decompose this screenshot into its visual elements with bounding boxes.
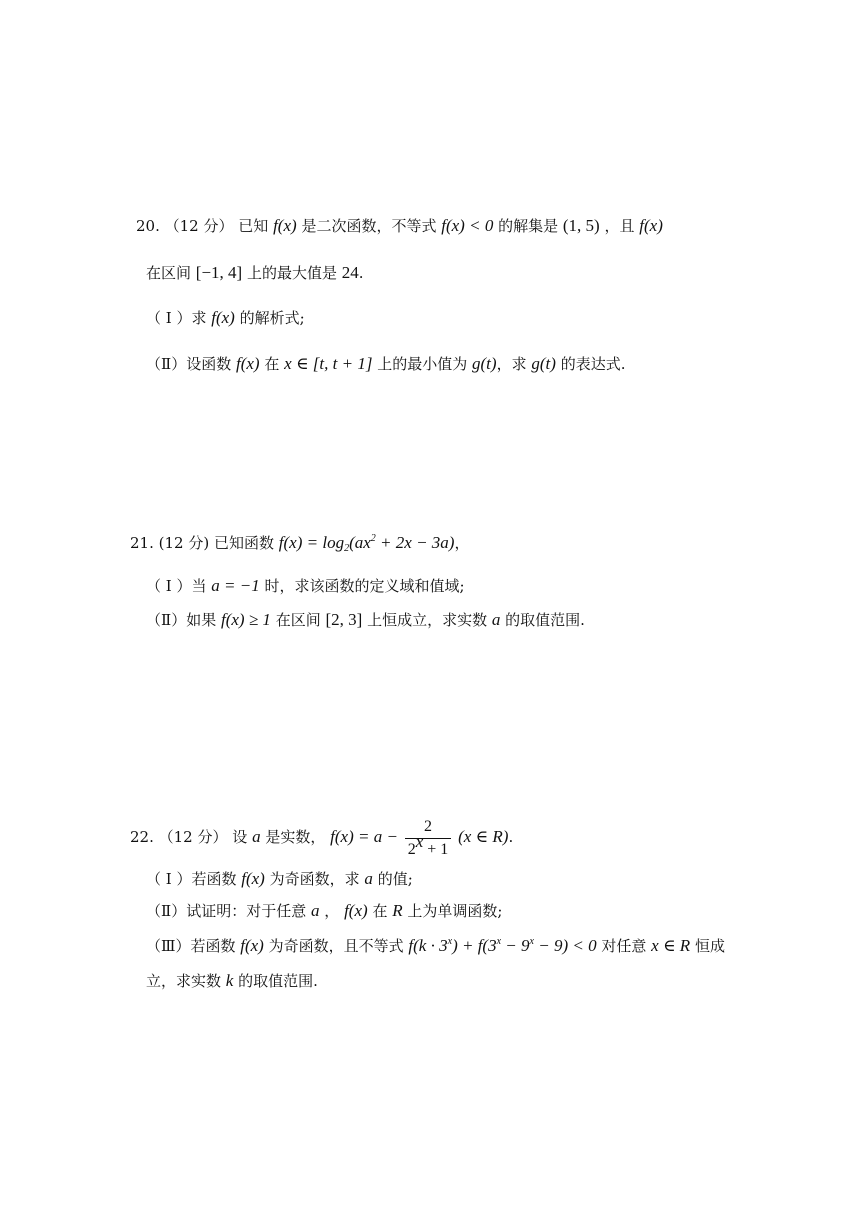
- math-expr: f(x): [235, 354, 260, 373]
- math-expr: (x ∈ R): [458, 827, 509, 846]
- question-20-part1: （ I ）求 f(x) 的解析式;: [146, 308, 305, 327]
- math-expr: k: [225, 971, 234, 990]
- math-expr: x ∈ [t, t + 1]: [284, 354, 373, 373]
- math-expr: g(t): [531, 354, 556, 373]
- math-expr: f(x): [241, 869, 265, 888]
- math-expr: (1, 5): [562, 216, 600, 235]
- fraction: $\frac{2}{2^x + 1}$: [405, 816, 452, 861]
- question-22-part2: （Ⅱ）试证明：对于任意 a ， f(x) 在 R 上为单调函数;: [146, 901, 503, 920]
- question-number: 21.: [130, 534, 154, 552]
- math-expr: f(x) < 0: [441, 216, 494, 235]
- math-expr: R: [392, 901, 403, 920]
- question-20-stem: 20. （12 分） 已知 f(x) 是二次函数，不等式 f(x) < 0 的解集是 (1, 5) ，且 f(x): [136, 216, 663, 235]
- math-expr: [2, 3]: [325, 610, 363, 629]
- math-expr: f(x): [639, 216, 663, 235]
- question-number: 22.: [130, 828, 154, 846]
- question-points: (12 分): [158, 534, 210, 552]
- question-points: （12 分）: [158, 828, 228, 846]
- question-20-part2: （Ⅱ）设函数 f(x) 在 x ∈ [t, t + 1] 上的最小值为 g(t)，求 g(t) 的表达式.: [146, 354, 626, 373]
- question-21-part1: （ I ）当 a = −1 时，求该函数的定义域和值域;: [146, 576, 465, 595]
- question-20-line2: 在区间 [−1, 4] 上的最大值是 24.: [146, 263, 364, 282]
- math-expr: a: [491, 610, 501, 629]
- math-expr: 24: [341, 263, 359, 282]
- math-expr: a = −1: [211, 576, 260, 595]
- math-expr: [−1, 4]: [195, 263, 243, 282]
- question-22-part3: （Ⅲ）若函数 f(x) 为奇函数，且不等式 $f(k \cdot 3^x) + f(3^x - 9^x - 9) < 0$ 对任意 x ∈ R 恒成: [146, 936, 725, 955]
- math-expr: f(x) ≥ 1: [220, 610, 271, 629]
- math-expr: f(x): [344, 901, 368, 920]
- math-expr: f(x): [211, 308, 235, 327]
- math-expr: a: [252, 827, 261, 846]
- math-expr: $f(x) = \log_2(ax^2 + 2x - 3a)$: [278, 533, 455, 554]
- math-expr: f(x) = a −: [330, 827, 398, 846]
- math-expr: g(t): [472, 354, 497, 373]
- math-expr: a: [364, 869, 373, 888]
- math-expr: f(x): [240, 936, 264, 955]
- question-number: 20.: [136, 217, 160, 235]
- math-expr: $f(k \cdot 3^x) + f(3^x - 9^x - 9) < 0$: [408, 936, 597, 955]
- math-expr: a: [310, 901, 320, 920]
- question-21-part2: （Ⅱ）如果 f(x) ≥ 1 在区间 [2, 3] 上恒成立，求实数 a 的取值范围.: [146, 610, 585, 629]
- question-points: （12 分）: [164, 217, 234, 235]
- question-22-part1: （ I ）若函数 f(x) 为奇函数，求 a 的值;: [146, 869, 413, 888]
- question-21-stem: 21. (12 分) 已知函数 $f(x) = \log_2(ax^2 + 2x - 3a)$，: [130, 533, 470, 554]
- math-expr: x ∈ R: [651, 936, 691, 955]
- question-22-stem: 22. （12 分） 设 a 是实数， f(x) = a − $\frac{2}{2^x + 1}$ (x ∈ R).: [130, 812, 513, 862]
- math-expr: f(x): [273, 216, 297, 235]
- question-22-part3-line2: 立，求实数 k 的取值范围.: [146, 971, 318, 990]
